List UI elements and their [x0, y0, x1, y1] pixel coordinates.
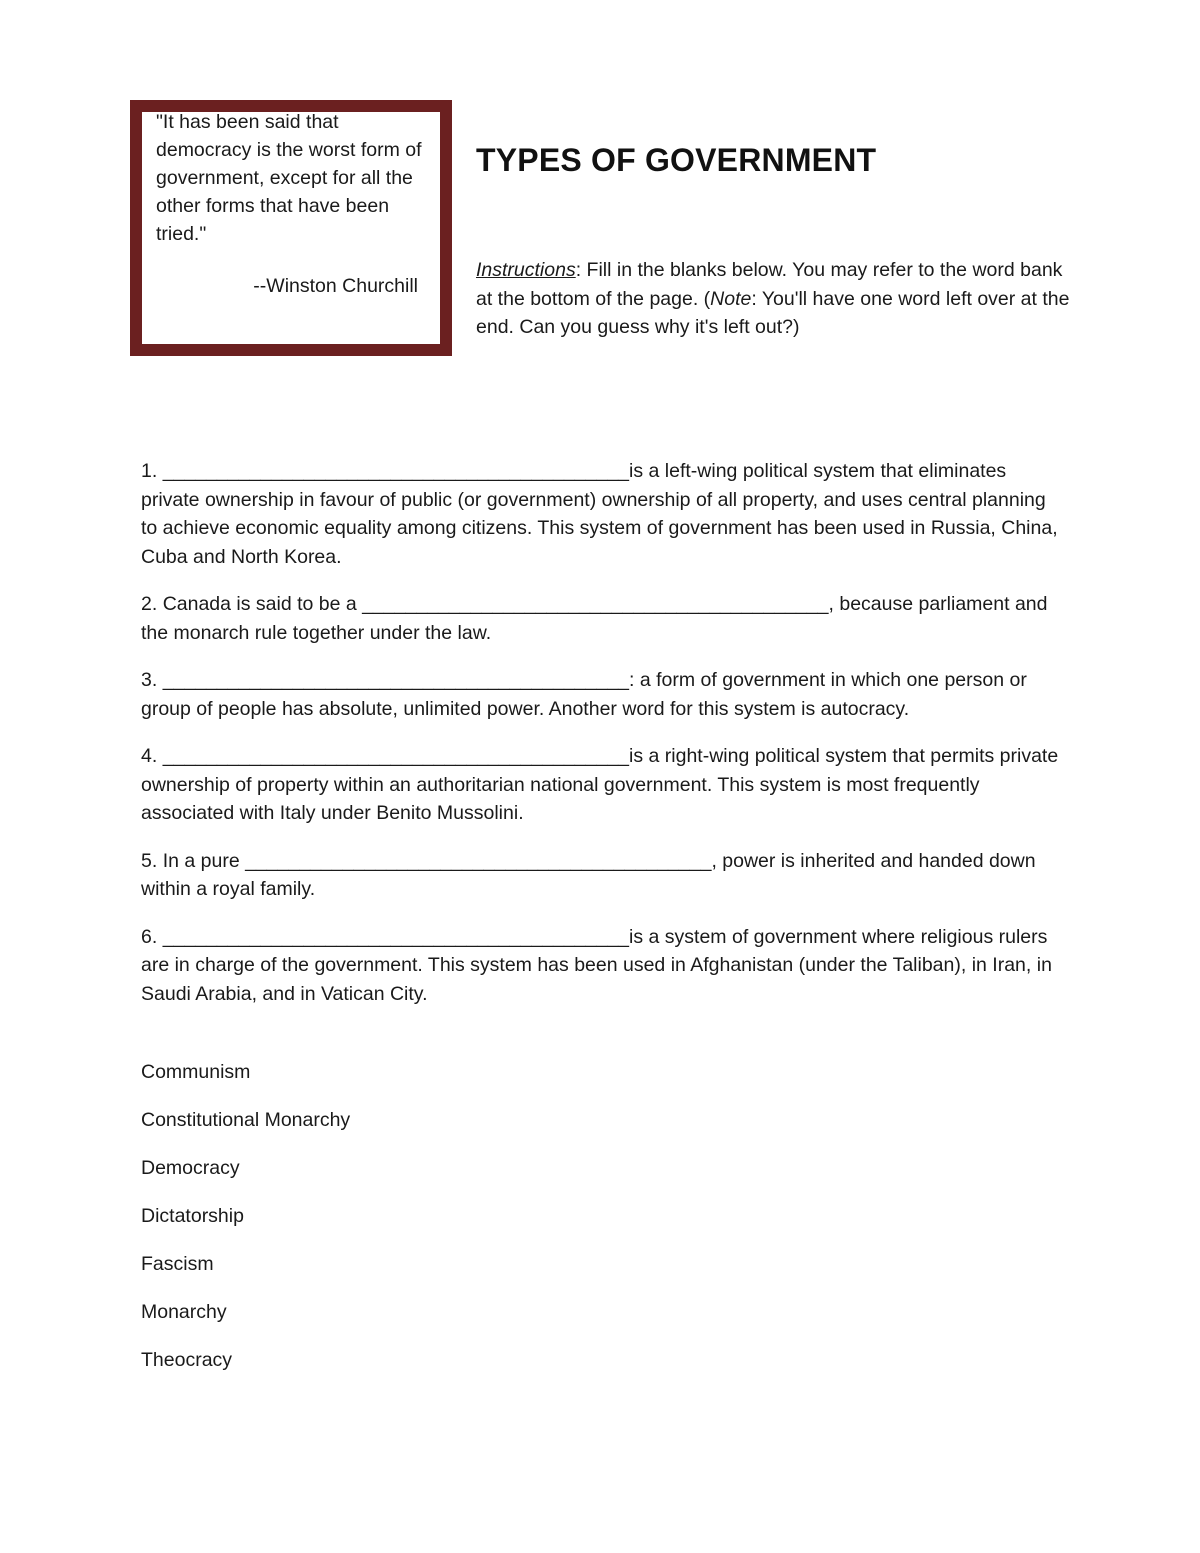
question-5	[141, 847, 1061, 904]
question-number: 5.	[141, 849, 158, 872]
question-text: , power is inherited and handed down within a royal family.	[141, 849, 1036, 900]
fill-in-blank-2[interactable]: ___________________________________________	[362, 593, 829, 615]
quote-author: --Winston Churchill	[253, 275, 418, 297]
question-lead-text: Canada is said to be a	[162, 593, 357, 615]
question-number: 2.	[141, 593, 158, 615]
question-4	[141, 742, 1061, 828]
instructions-label: Instructions	[476, 259, 576, 281]
question-text: is a left-wing political system that eliminates private ownership in favour of public (or government) ownership of all property, and uses central planning to achieve economic equality among citizens. This system of government has been used in Russia, China, Cuba and North Korea.	[141, 460, 1058, 568]
word-bank-item: Constitutional Monarchy	[141, 1109, 351, 1131]
question-text: : a form of government in which one person or group of people has absolute, unlimited power. Another word for this system is autocracy.	[141, 669, 1027, 720]
instructions	[476, 256, 1076, 342]
question-2	[141, 590, 1061, 647]
question-number: 3.	[141, 669, 158, 691]
word-bank-item: Communism	[141, 1061, 251, 1083]
fill-in-blank-3[interactable]: ___________________________________________	[162, 669, 630, 691]
question-text: is a system of government where religious rulers are in charge of the government. This system has been used in Afghanistan (under the Taliban), in Iran, in Saudi Arabia, and in Vatican City.	[141, 925, 1052, 1005]
note-label: Note	[710, 287, 752, 310]
question-number: 6.	[141, 925, 158, 948]
word-bank-item: Dictatorship	[141, 1205, 244, 1227]
word-bank-item: Theocracy	[141, 1349, 233, 1371]
quote-box	[130, 100, 452, 356]
fill-in-blank-5[interactable]: ___________________________________________	[245, 849, 712, 872]
question-1	[141, 457, 1061, 571]
word-bank-item: Fascism	[141, 1253, 214, 1275]
questions-list	[141, 457, 1061, 1027]
quote-text: "It has been said that democracy is the worst form of government, except for all the other forms that have been tried."	[156, 111, 422, 245]
instructions-note-text: : You'll have one word left over at the end. Can you guess why it's left out?)	[476, 287, 1070, 338]
fill-in-blank-1[interactable]: ___________________________________________	[162, 460, 630, 482]
question-3	[141, 666, 1061, 723]
question-number: 4.	[141, 745, 158, 767]
instructions-text: : Fill in the blanks below. You may refer to the word bank at the bottom of the page. (	[476, 259, 1063, 310]
word-bank-item: Monarchy	[141, 1301, 227, 1323]
question-text: , because parliament and the monarch rule together under the law.	[141, 593, 1048, 644]
word-bank-item: Democracy	[141, 1157, 240, 1179]
question-lead-text: In a pure	[162, 849, 240, 872]
fill-in-blank-4[interactable]: ___________________________________________	[162, 745, 630, 767]
question-number: 1.	[141, 460, 158, 482]
question-6	[141, 923, 1061, 1009]
fill-in-blank-6[interactable]: ___________________________________________	[162, 925, 630, 948]
question-text: is a right-wing political system that permits private ownership of property within an authoritarian national government. This system is most frequently associated with Italy under Benito Mussolini.	[141, 745, 1059, 824]
word-bank	[141, 1058, 350, 1394]
page-title: TYPES OF GOVERNMENT	[476, 142, 877, 178]
